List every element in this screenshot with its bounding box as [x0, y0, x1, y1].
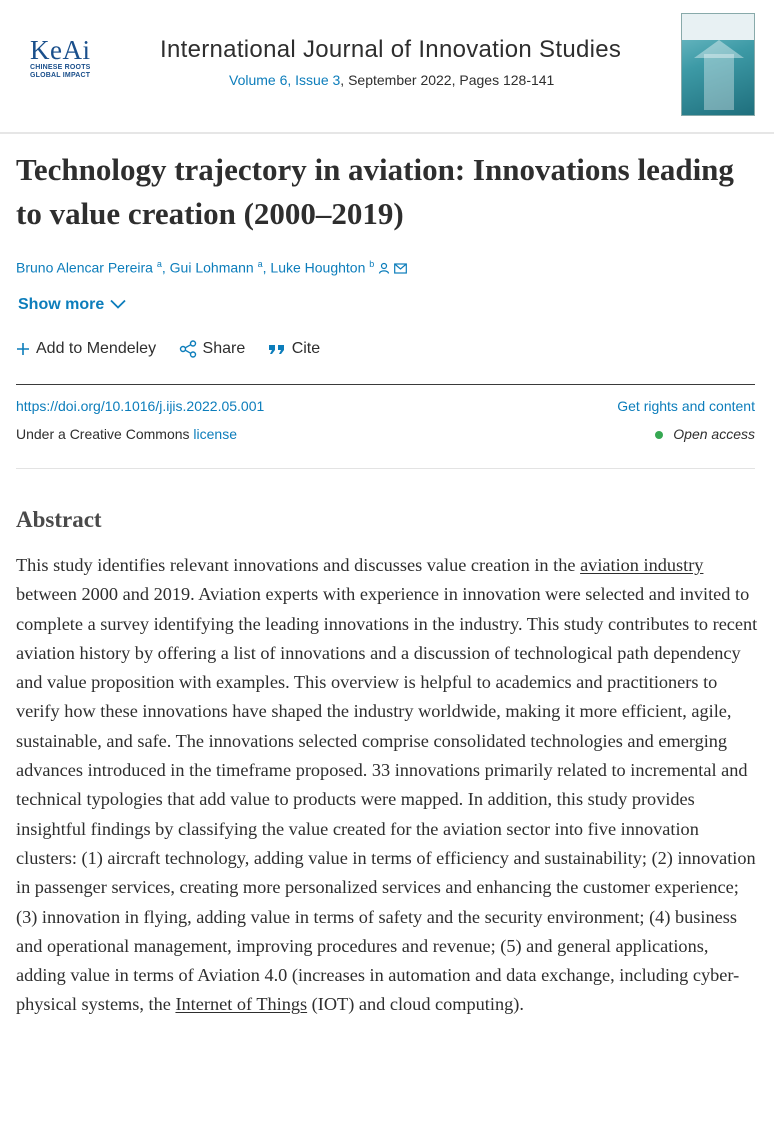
share-label: Share: [202, 340, 246, 358]
meta-divider: [16, 468, 755, 469]
header-divider: [0, 132, 774, 134]
chevron-down-icon: [110, 296, 126, 314]
email-icon[interactable]: [394, 261, 407, 277]
license-link[interactable]: license: [193, 426, 237, 442]
cover-arrow-shaft: [704, 54, 734, 110]
volume-issue-link[interactable]: Volume 6, Issue 3: [229, 72, 341, 88]
abstract-text: [16, 551, 761, 1020]
license-info: [16, 426, 237, 442]
internet-of-things-link[interactable]: Internet of Things: [175, 994, 308, 1015]
cite-label: Cite: [291, 340, 321, 358]
mendeley-label: Add to Mendeley: [36, 340, 157, 358]
quote-icon: [268, 342, 286, 356]
article-actions: [16, 340, 338, 358]
journal-title[interactable]: International Journal of Innovation Studies: [160, 36, 622, 63]
logo-tagline-1: CHINESE ROOTS: [30, 64, 91, 71]
article-title: Technology trajectory in aviation: Innovations leading to value creation (2000–2019): [16, 152, 734, 231]
date-pages: , September 2022, Pages 128-141: [340, 72, 555, 88]
open-access-label: Open access: [673, 426, 755, 442]
logo-tagline-2: GLOBAL IMPACT: [30, 72, 91, 79]
author-link[interactable]: Gui Lohmann: [169, 259, 254, 276]
abstract-heading: Abstract: [16, 507, 102, 532]
get-rights-link[interactable]: Get rights and content: [617, 398, 755, 414]
journal-cover-image[interactable]: [681, 13, 755, 116]
abstract-part-3: (IOT) and cloud computing).: [307, 994, 524, 1015]
publisher-logo[interactable]: [30, 36, 110, 80]
cite-button[interactable]: [268, 340, 320, 358]
share-button[interactable]: [179, 340, 246, 358]
plus-icon: [16, 342, 30, 356]
author-affiliation: a: [156, 259, 162, 269]
author-link[interactable]: Bruno Alencar Pereira: [16, 259, 153, 276]
open-access-dot-icon: [655, 431, 663, 439]
share-icon: [179, 340, 197, 358]
doi-link[interactable]: https://doi.org/10.1016/j.ijis.2022.05.001: [16, 398, 265, 414]
author-affiliation: b: [369, 259, 375, 269]
license-prefix: Under a Creative Commons: [16, 426, 194, 442]
cover-banner: [682, 14, 755, 40]
add-to-mendeley-button[interactable]: [16, 340, 156, 358]
author-link[interactable]: Luke Houghton: [270, 259, 366, 276]
show-more-button[interactable]: [18, 296, 126, 314]
open-access-badge: [655, 426, 755, 442]
show-more-label: Show more: [18, 296, 105, 314]
journal-header: [0, 0, 774, 132]
actions-divider: [16, 384, 755, 385]
abstract-part-1: This study identifies relevant innovations and discusses value creation in the: [16, 555, 581, 575]
author-list: Bruno Alencar Pereira $^a$, Gui Lohmann $^a$, Luke Houghton $^b$: [16, 259, 407, 277]
logo-wordmark: KeAi: [30, 35, 91, 65]
author-affiliation: a: [257, 259, 263, 269]
abstract-part-2: between 2000 and 2019. Aviation experts with experience in innovation were selected and invited to complete a survey identifying the leading innovations in the industry. This study contributes to recent aviation history by offering a list of innovations and a discussion of technological path dependency and value proposition with examples. This overview is helpful to academics and practitioners to verify how these innovations have shaped the industry worldwide, making it more efficient, agile, sustainable, and safe. The innovations selected comprise consolidated technologies and emerging advances introduced in the timeframe proposed. 33 innovations primarily related to incremental and technical typologies that add value to products were mapped. In addition, this study provides insightful findings by classifying the value created for the aviation sector into five innovation clusters: (1) aircraft technology, adding value in terms of efficiency and sustainability; (2) innovation in passenger services, creating more personalized services and enhancing the customer experience; (3) innovation in flying, adding value in terms of safety and the security environment; (4) business and operational management, improving procedures and revenue; (5) and general applications, adding value in terms of Aviation 4.0 (increases in automation and data exchange, including cyber-physical systems, the: [16, 584, 758, 1015]
person-icon[interactable]: [378, 261, 390, 277]
aviation-industry-link[interactable]: aviation industry: [580, 555, 704, 575]
journal-issue-info: [229, 72, 554, 88]
